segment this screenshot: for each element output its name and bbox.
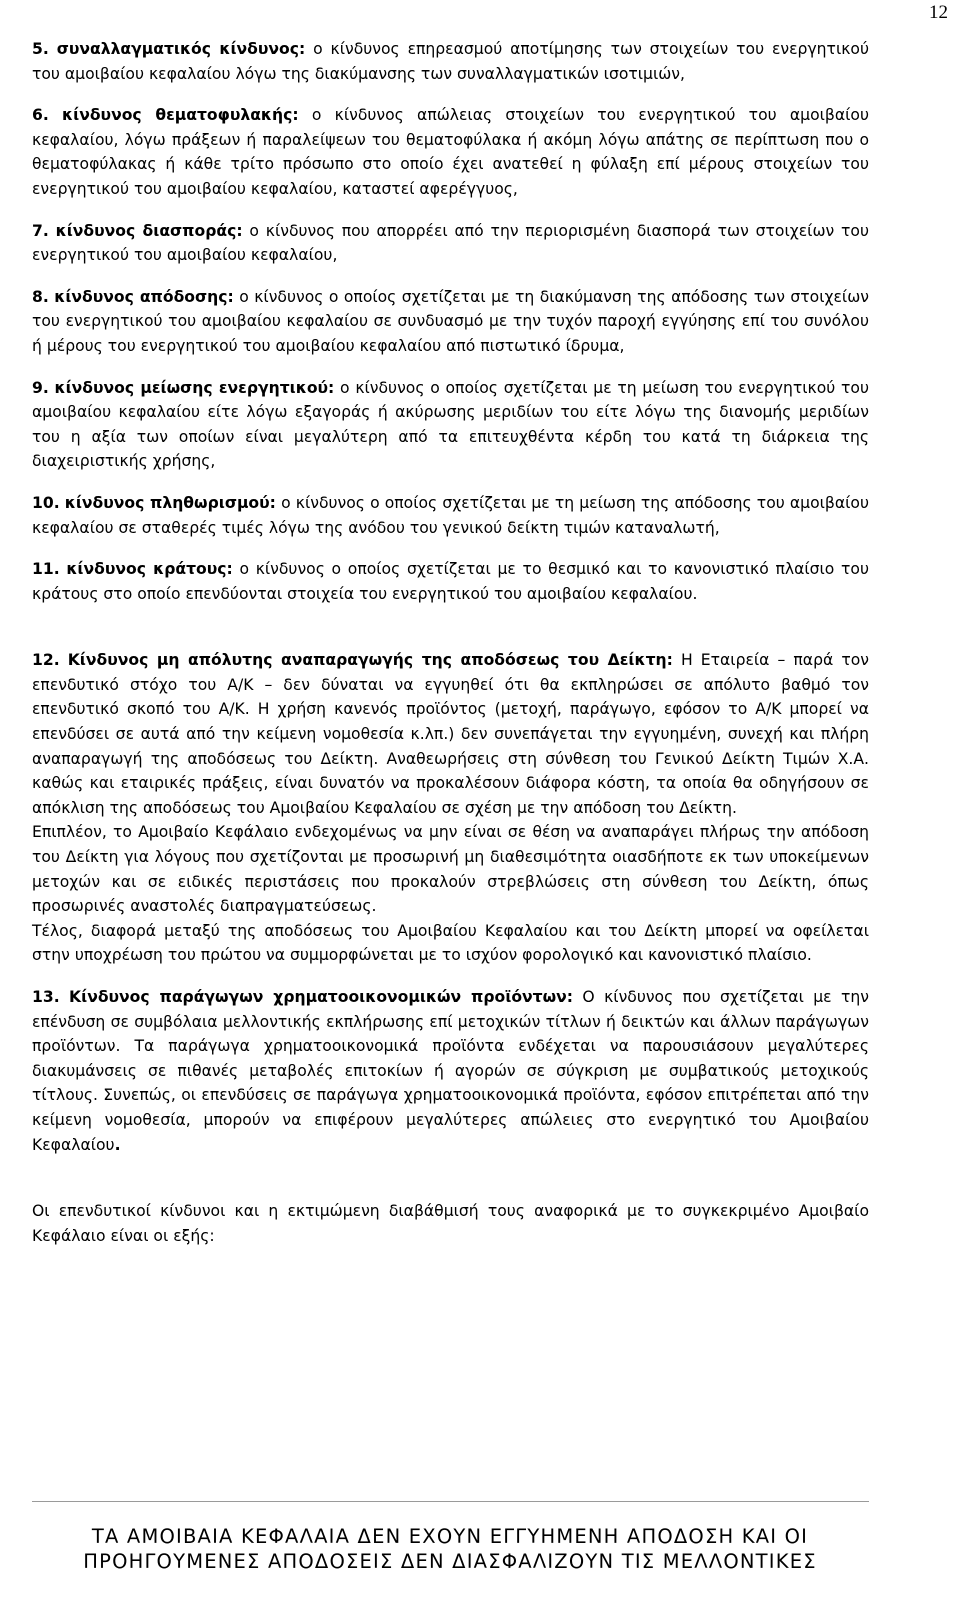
item-term: κίνδυνος πληθωρισμού: xyxy=(64,493,276,512)
footer-line-2: ΠΡΟΗΓΟΥΜΕΝΕΣ ΑΠΟΔΟΣΕΙΣ ΔΕΝ ΔΙΑΣΦΑΛΙΖΟΥΝ ΤΙΣ ΜΕΛΛΟΝΤΙΚΕΣ xyxy=(83,1550,817,1573)
item-text: Η Εταιρεία – παρά τον επενδυτικό στόχο του Α/Κ – δεν δύναται να εγγυηθεί ότι θα εκπληρώσει σε απόλυτο βαθμό τον επενδυτικό σκοπό του Α/Κ. Η χρήση κανενός προϊόντος (μετοχή, παράγωγο, εφόσον το Α/Κ μπορεί να επενδύσει σε αυτά από την κείμενη νομοθεσία κ.λπ.) δεν συνεπάγεται την εγγυημένη, συνεχή και πλήρη αναπαραγωγή της αποδόσεως του Δείκτη. Αναθεωρήσεις στη σύνθεση του Γενικού Δείκτη Τιμών Χ.Α. καθώς και εταιρικές πράξεις, είναι δυνατόν να προκαλέσουν διάφορα κόστη, τα οποία θα οδηγήσουν σε απόκλιση της αποδόσεως του Αμοιβαίου Κεφαλαίου σε σχέση με την απόδοση του Δείκτη. xyxy=(32,651,869,817)
item-number: 8. xyxy=(32,287,49,306)
item-number: 11. xyxy=(32,560,60,579)
risk-item-12 xyxy=(32,648,869,820)
item-number: 13. xyxy=(32,988,60,1006)
document-body xyxy=(32,37,869,1248)
item-number: 6. xyxy=(32,106,49,125)
risk-item-9 xyxy=(32,376,869,474)
item-term: Κίνδυνος μη απόλυτης αναπαραγωγής της αποδόσεως του Δείκτη: xyxy=(67,651,673,670)
item-term: κίνδυνος απόδοσης: xyxy=(54,287,234,306)
item-text: ο κίνδυνος ο οποίος σχετίζεται με το θεσμικό και το κανονιστικό πλαίσιο του κράτους στο οποίο επενδύονται στοιχεία του ενεργητικού του αμοιβαίου κεφαλαίου. xyxy=(32,560,869,603)
item-number: 9. xyxy=(32,378,49,397)
item-term: κίνδυνος κράτους: xyxy=(66,560,233,579)
risk-item-11 xyxy=(32,557,869,606)
risk-item-7 xyxy=(32,219,869,268)
footer-disclaimer xyxy=(20,1524,880,1574)
item-text: Ο κίνδυνος που σχετίζεται με την επένδυση σε συμβόλαια μελλοντικής εκπλήρωσης επί μετοχικών τίτλων ή δεικτών και άλλων παράγωγων προϊόντων. Τα παράγωγα χρηματοοικονομικά προϊόντα ενδέχεται να παρουσιάσουν μεγαλύτερες διακυμάνσεις σε πιθανές μεταβολές επιτοκίων ή αγορών σε σύγκριση με συμβατικούς μετοχικούς τίτλους. Συνεπώς, οι επενδύσεις σε παράγωγα χρηματοοικονομικά προϊόντα, εφόσον επιτρέπεται από την κείμενη νομοθεσία, μπορούν να επιφέρουν μεγαλύτερες απώλειες στο ενεργητικό του Αμοιβαίου Κεφαλαίου xyxy=(32,988,869,1154)
closing-paragraph: Οι επενδυτικοί κίνδυνοι και η εκτιμώμενη διαβάθμισή τους αναφορικά με το συγκεκριμένο Αμοιβαίο Κεφάλαιο είναι οι εξής: xyxy=(32,1202,869,1245)
footer-divider xyxy=(32,1501,869,1502)
item-term: κίνδυνος θεματοφυλακής: xyxy=(62,106,299,125)
item-text: ο κίνδυνος που απορρέει από την περιορισμένη διασπορά των στοιχείων του ενεργητικού του αμοιβαίου κεφαλαίου, xyxy=(32,221,869,265)
risk-item-10 xyxy=(32,491,869,540)
item-number: 5. xyxy=(32,40,49,58)
risk-item-12-paragraph-3: Τέλος, διαφορά μεταξύ της αποδόσεως του Αμοιβαίου Κεφαλαίου και του Δείκτη μπορεί να οφείλεται στην υποχρέωση του πρώτου να συμμορφώνεται με το ισχύον φορολογικό και κανονιστικό πλαίσιο. xyxy=(32,921,869,965)
page-number: 12 xyxy=(929,2,948,23)
item-number: 10. xyxy=(32,493,60,512)
item-text: ο κίνδυνος ο οποίος σχετίζεται με τη μείωση της απόδοσης του αμοιβαίου κεφαλαίου σε σταθερές τιμές λόγω της ανόδου του γενικού δείκτη τιμών καταναλωτή, xyxy=(32,493,869,537)
item-term: Κίνδυνος παράγωγων χρηματοοικονομικών προϊόντων: xyxy=(69,988,574,1006)
footer-line-1: ΤΑ ΑΜΟΙΒΑΙΑ ΚΕΦΑΛΑΙΑ ΔΕΝ ΕΧΟΥΝ ΕΓΓΥΗΜΕΝΗ ΑΠΟΔΟΣΗ ΚΑΙ ΟΙ xyxy=(91,1525,809,1548)
risk-item-6 xyxy=(32,103,869,201)
item-end: . xyxy=(114,1135,121,1154)
risk-item-12-paragraph-2: Επιπλέον, το Αμοιβαίο Κεφάλαιο ενδεχομένως να μην είναι σε θέση να αναπαράγει πλήρως την απόδοση του Δείκτη για λόγους που σχετίζονται με προσωρινή μη διαθεσιμότητα οιασδήποτε εκ των υποκείμενων μετοχών και σε ειδικές περιστάσεις που προκαλούν στρεβλώσεις στη σύνθεση του Δείκτη, όπως προσωρινές αναστολές διαπραγματεύσεως. xyxy=(32,823,869,916)
item-number: 12. xyxy=(32,651,60,670)
risk-item-13 xyxy=(32,985,869,1157)
item-number: 7. xyxy=(32,221,49,240)
item-term: συναλλαγματικός κίνδυνος: xyxy=(56,40,306,58)
item-text: ο κίνδυνος απώλειας στοιχείων του ενεργητικού του αμοιβαίου κεφαλαίου, λόγω πράξεων ή παραλείψεων του θεματοφύλακα ή ακόμη λόγω απάτης σε περίπτωση που ο θεματοφύλακας ή κάθε τρίτο πρόσωπο στο οποίο έχει ανατεθεί η φύλαξη επί μέρους στοιχείων του ενεργητικού του αμοιβαίου κεφαλαίου, καταστεί αφερέγγυος, xyxy=(32,106,869,198)
risk-item-8 xyxy=(32,285,869,359)
item-text: ο κίνδυνος επηρεασμού αποτίμησης των στοιχείων του ενεργητικού του αμοιβαίου κεφαλαίου λόγω της διακύμανσης των συναλλαγματικών ισοτιμιών, xyxy=(32,40,869,83)
risk-item-5 xyxy=(32,37,869,86)
item-text: ο κίνδυνος ο οποίος σχετίζεται με τη διακύμανση της απόδοσης των στοιχείων του ενεργητικού του αμοιβαίου κεφαλαίου σε συνδυασμό με την τυχόν παροχή εγγύησης επί του συνόλου ή μέρους του ενεργητικού του αμοιβαίου κεφαλαίου από πιστωτικό ίδρυμα, xyxy=(32,287,869,355)
item-text: ο κίνδυνος ο οποίος σχετίζεται με τη μείωση του ενεργητικού του αμοιβαίου κεφαλαίου είτε λόγω εξαγοράς ή ακύρωσης μεριδίων του είτε λόγω της διανομής μεριδίων του η αξία των οποίων είναι μεγαλύτερη από τα επιτευχθέντα κέρδη του κατά τη διάρκεια της διαχειριστικής χρήσης, xyxy=(32,378,869,471)
item-term: κίνδυνος διασποράς: xyxy=(55,221,243,240)
item-term: κίνδυνος μείωσης ενεργητικού: xyxy=(54,378,335,397)
